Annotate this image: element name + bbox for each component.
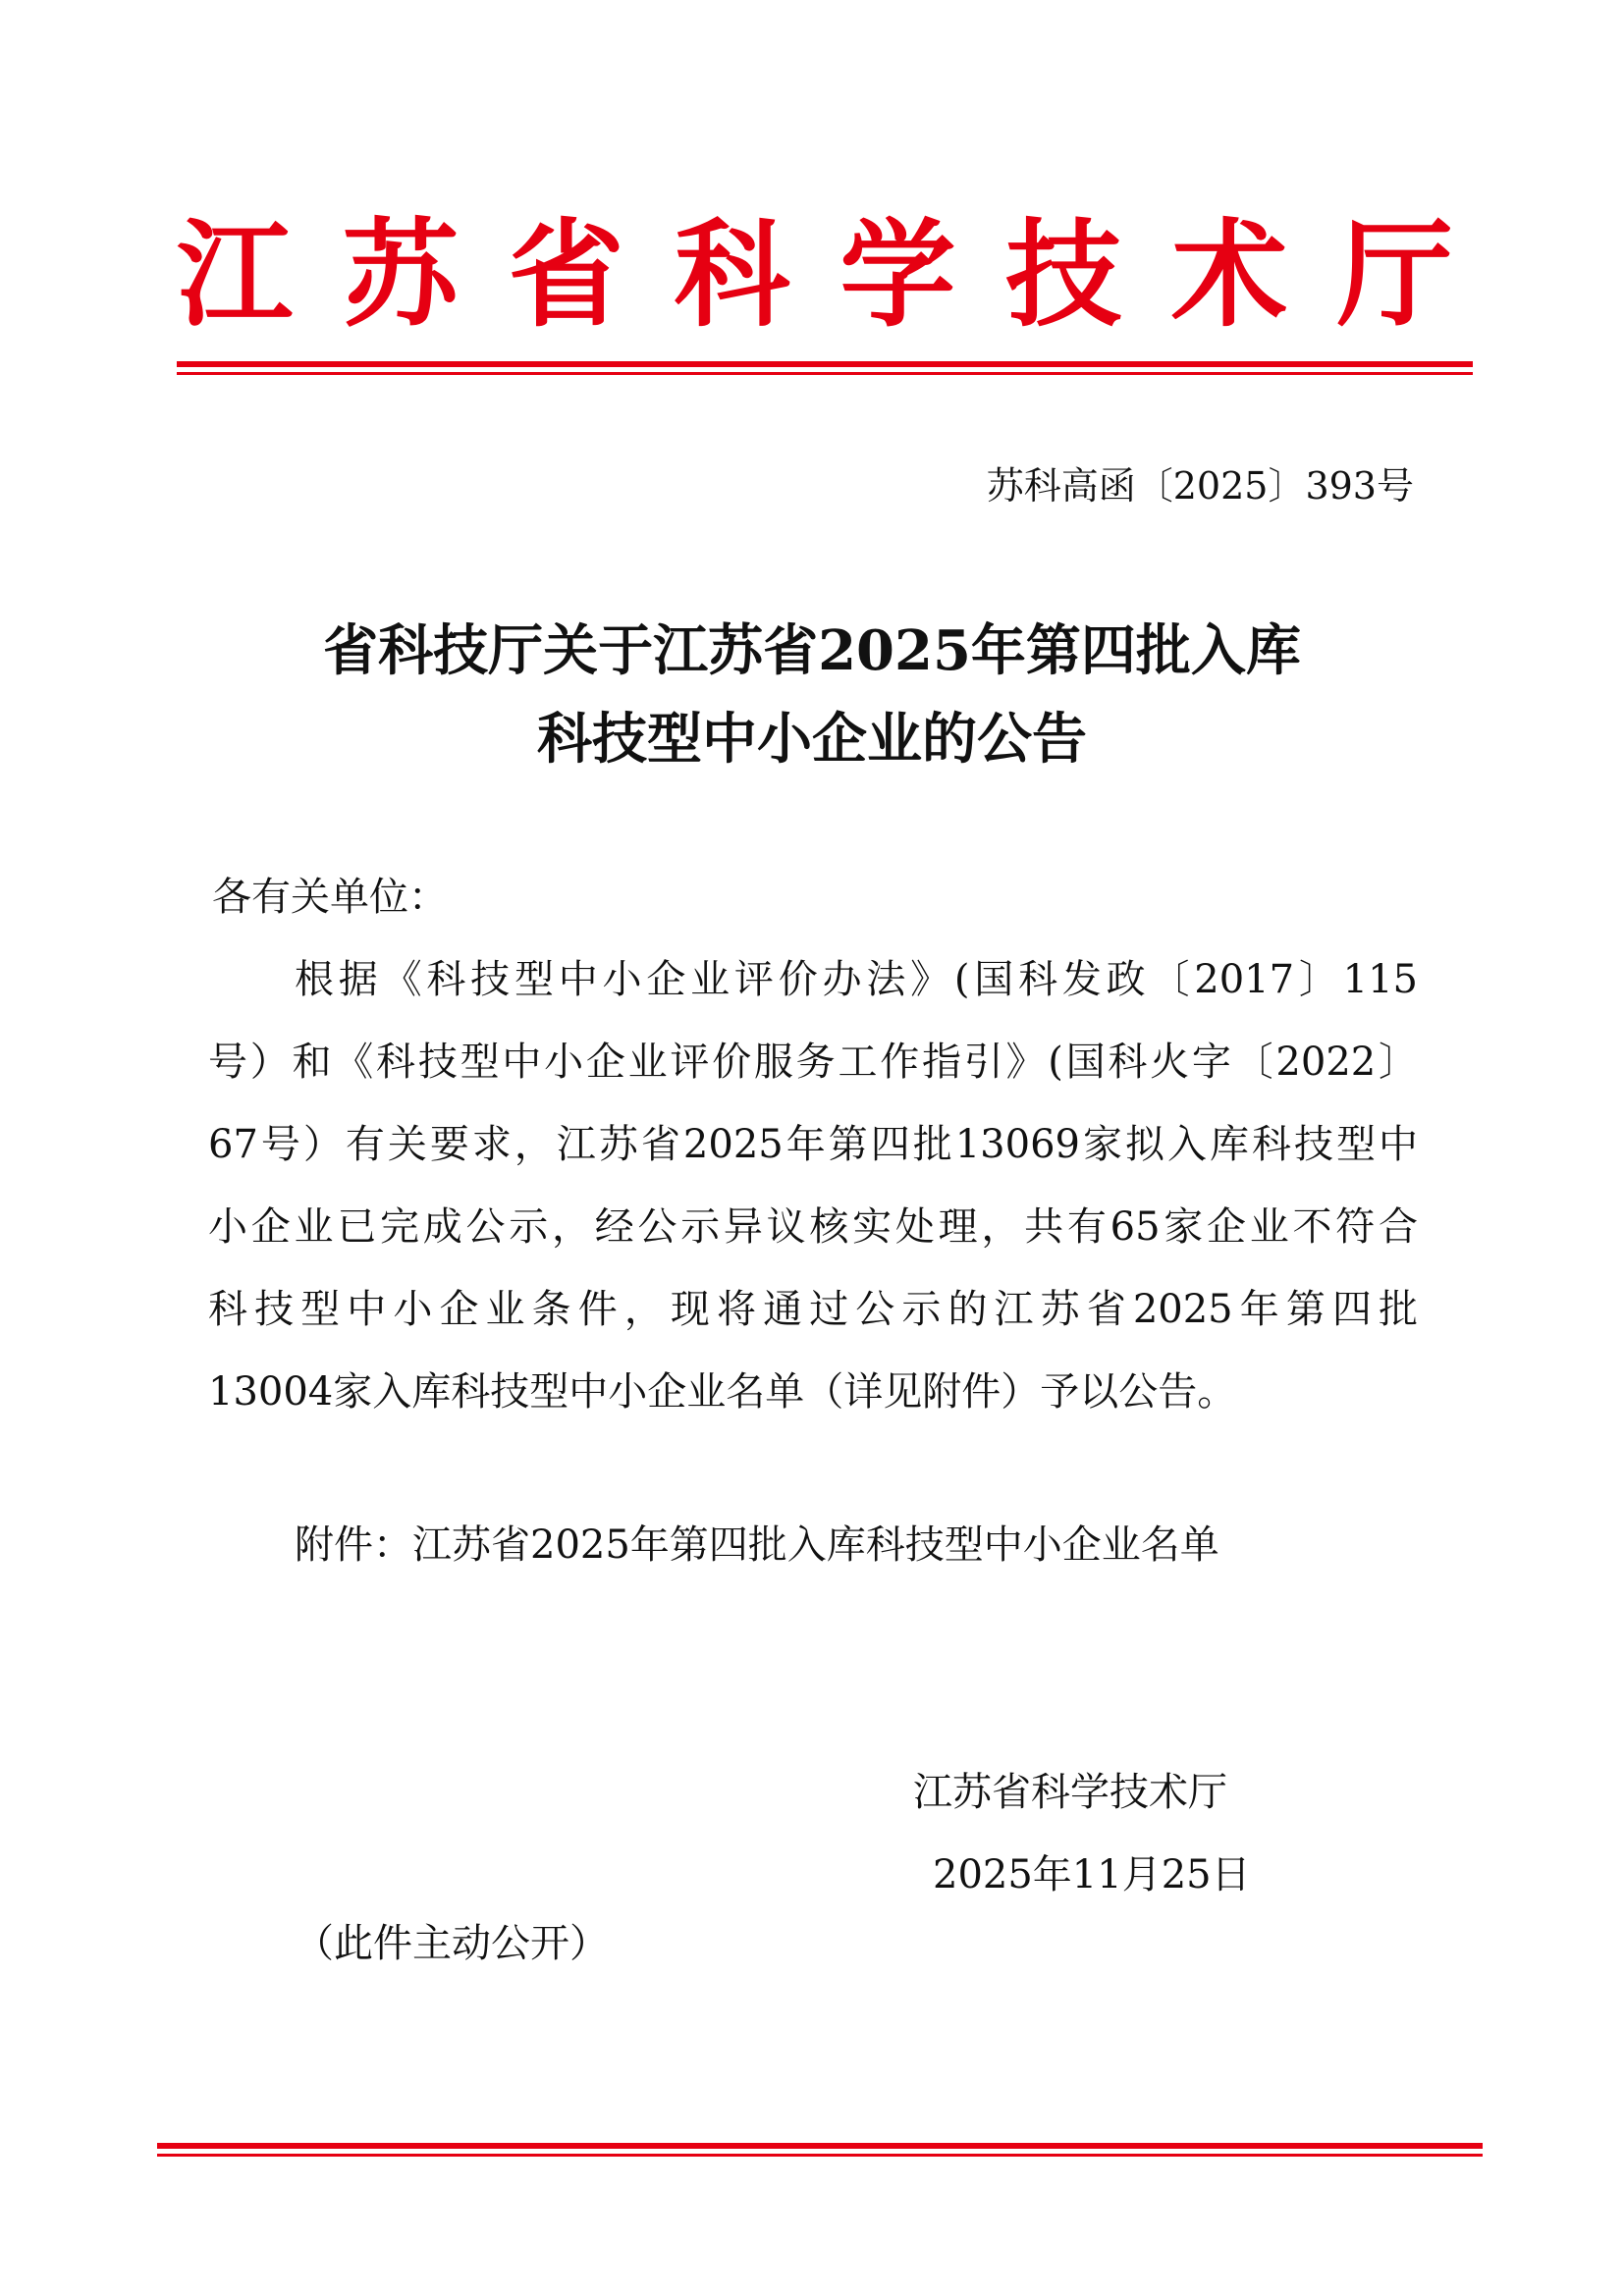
document-number: 苏科高函〔2025〕393号 (986, 464, 1414, 507)
signature-org: 江苏省科学技术厅 (913, 1770, 1227, 1815)
disclosure-note: （此件主动公开） (295, 1921, 609, 1966)
masthead-char: 术 (1171, 207, 1288, 343)
footer-rule-thick (157, 2143, 1483, 2149)
masthead-char: 苏 (342, 207, 459, 343)
body-line: 科技型中小企业条件，现将通过公示的江苏省2025年第四批 (208, 1287, 1418, 1332)
masthead-char: 厅 (1336, 207, 1453, 343)
body-line: 号）和《科技型中小企业评价服务工作指引》(国科火字〔2022〕 (208, 1040, 1418, 1085)
signature-date: 2025年11月25日 (933, 1852, 1251, 1897)
masthead-char: 学 (839, 207, 956, 343)
body-line: 67号）有关要求，江苏省2025年第四批13069家拟入库科技型中 (208, 1122, 1418, 1167)
masthead-title (177, 206, 1453, 344)
notice-title-line-2: 科技型中小企业的公告 (537, 707, 1087, 772)
masthead-char: 省 (508, 207, 624, 343)
masthead-char: 江 (177, 207, 294, 343)
header-rule-thin (177, 372, 1473, 375)
footer-rule-thin (157, 2154, 1483, 2157)
body-line: 小企业已完成公示，经公示异议核实处理，共有65家企业不符合 (208, 1204, 1418, 1250)
salutation: 各有关单位： (212, 875, 448, 920)
header-rule-thick (177, 361, 1473, 367)
masthead-char: 科 (674, 207, 790, 343)
notice-title-line-1: 省科技厅关于江苏省2025年第四批入库 (323, 618, 1301, 683)
attachment-line: 附件：江苏省2025年第四批入库科技型中小企业名单 (295, 1522, 1219, 1568)
body-line: 根据《科技型中小企业评价办法》(国科发政〔2017〕115 (295, 957, 1418, 1002)
masthead-char: 技 (1005, 207, 1122, 343)
body-line: 13004家入库科技型中小企业名单（详见附件）予以公告。 (208, 1369, 1237, 1415)
